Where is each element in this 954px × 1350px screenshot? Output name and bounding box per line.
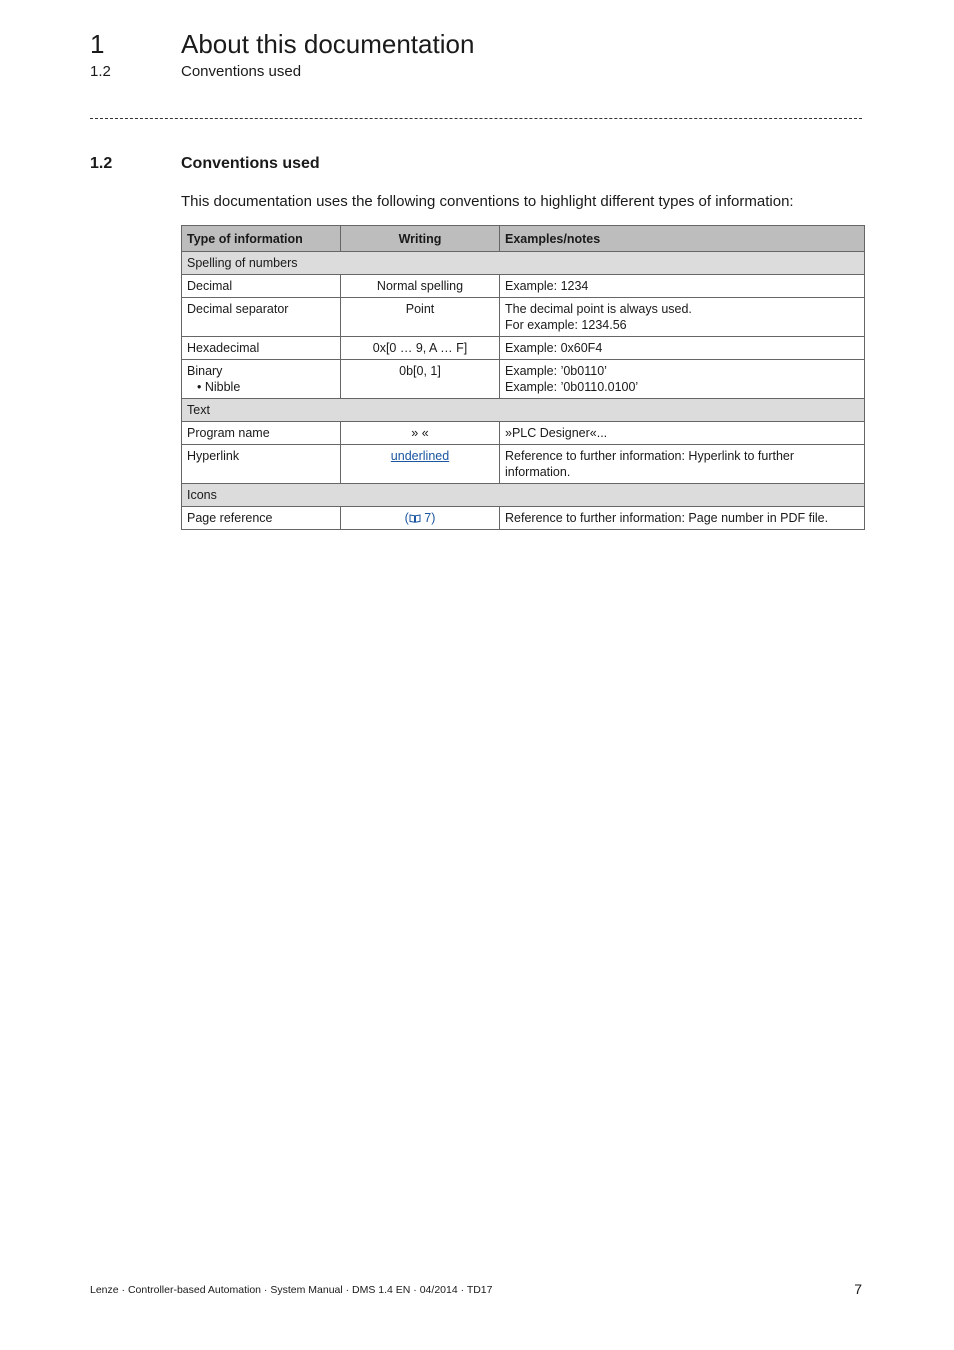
header-divider [90, 118, 862, 119]
example-cell: Example: 0x60F4 [500, 337, 865, 360]
example-cell [500, 298, 865, 337]
example-cell: Reference to further information: Hyperlink to further information. [500, 445, 865, 484]
type-label: Binary [187, 364, 223, 378]
chapter-number: 1 [90, 29, 105, 59]
group-label: Spelling of numbers [182, 252, 865, 275]
header-section-title: Conventions used [181, 63, 302, 80]
table-row [182, 337, 865, 360]
example-cell: Example: 1234 [500, 275, 865, 298]
example-line: Example: ’0b0110.0100’ [505, 380, 639, 394]
writing-cell: » « [341, 422, 500, 445]
writing-cell: 0b[0, 1] [341, 360, 500, 399]
page-reference-link[interactable] [405, 511, 436, 525]
writing-cell: Normal spelling [341, 275, 500, 298]
section-number: 1.2 [90, 155, 113, 172]
type-sub-bullet: • Nibble [197, 380, 241, 394]
page-number: 7 [854, 1281, 862, 1297]
table-header-row [182, 226, 865, 252]
example-cell [500, 360, 865, 399]
type-cell: Decimal [182, 275, 341, 298]
table-row [182, 445, 865, 484]
table-row [182, 507, 865, 530]
page-ref-open-paren: ( [404, 511, 409, 525]
example-cell: »PLC Designer«... [500, 422, 865, 445]
writing-cell [341, 507, 500, 530]
writing-cell: 0x[0 … 9, A … F] [341, 337, 500, 360]
type-cell [182, 360, 341, 399]
section-title: Conventions used [181, 155, 320, 172]
column-header-writing: Writing [341, 226, 500, 252]
group-label: Text [182, 399, 865, 422]
column-header-type: Type of information [182, 226, 341, 252]
example-cell: Reference to further information: Page number in PDF file. [500, 507, 865, 530]
chapter-title: About this documentation [181, 29, 475, 59]
example-line: The decimal point is always used. [505, 302, 692, 316]
book-icon [409, 514, 421, 523]
type-cell: Page reference [182, 507, 341, 530]
footer-text: Lenze · Controller-based Automation · System Manual · DMS 1.4 EN · 04/2014 · TD17 [90, 1284, 493, 1296]
writing-cell: Point [341, 298, 500, 337]
table-row [182, 275, 865, 298]
example-line: Example: ’0b0110’ [505, 364, 607, 378]
column-header-examples: Examples/notes [500, 226, 865, 252]
type-cell: Decimal separator [182, 298, 341, 337]
conventions-table [181, 225, 865, 530]
table-row [182, 422, 865, 445]
intro-paragraph: This documentation uses the following conventions to highlight different types of information: [181, 193, 794, 210]
type-cell: Program name [182, 422, 341, 445]
underlined-hyperlink[interactable]: underlined [390, 449, 450, 463]
group-row-icons [182, 484, 865, 507]
table-row [182, 298, 865, 337]
writing-cell [341, 445, 500, 484]
group-row-text [182, 399, 865, 422]
example-line: For example: 1234.56 [505, 318, 627, 332]
type-cell: Hexadecimal [182, 337, 341, 360]
type-cell: Hyperlink [182, 445, 341, 484]
group-row-numbers [182, 252, 865, 275]
header-section-number: 1.2 [90, 63, 111, 80]
table-row [182, 360, 865, 399]
group-label: Icons [182, 484, 865, 507]
page-ref-number: 7) [420, 511, 436, 525]
